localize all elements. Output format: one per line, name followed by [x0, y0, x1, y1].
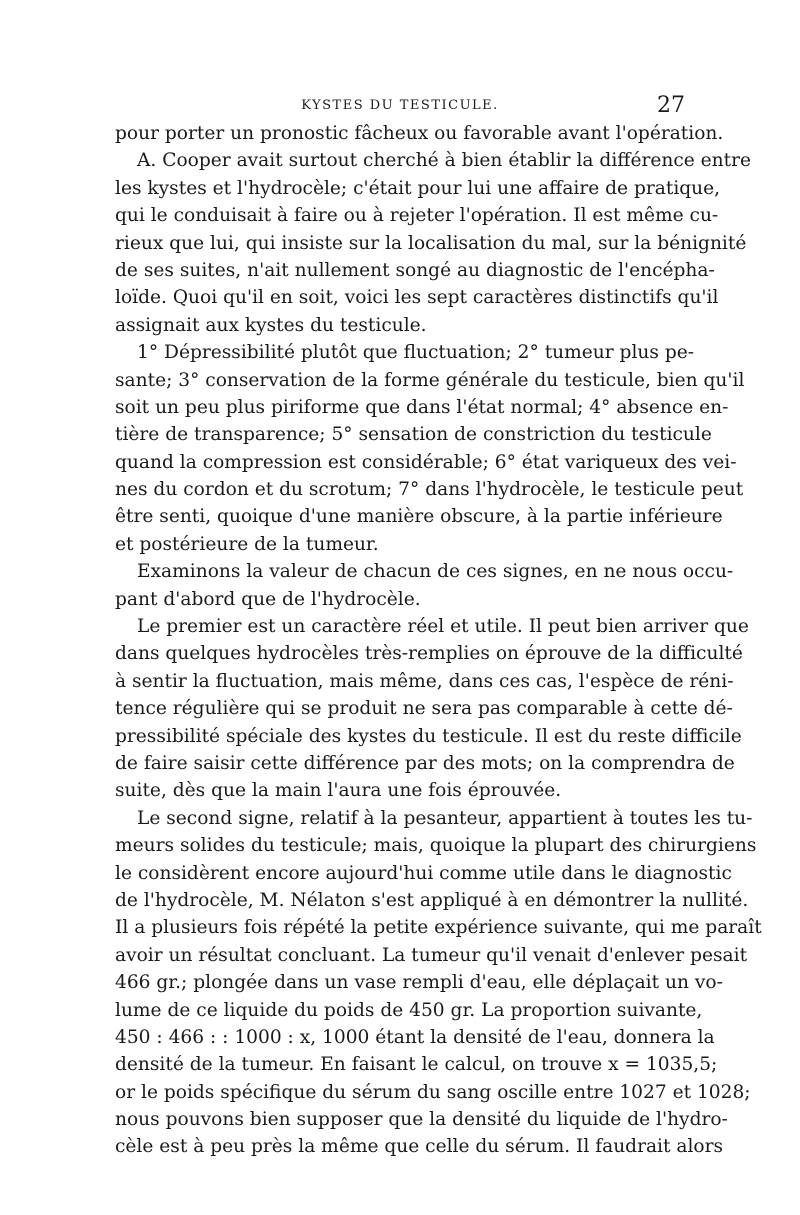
- text-line: pressibilité spéciale des kystes du testicule. Il est du reste difficile: [115, 725, 742, 747]
- text-line: densité de la tumeur. En faisant le calcul, on trouve x = 1035,5;: [115, 1054, 718, 1076]
- text-line: soit un peu plus piriforme que dans l'état normal; 4° absence en-: [115, 396, 729, 418]
- text-line: à sentir la fluctuation, mais même, dans ces cas, l'espèce de réni-: [115, 670, 734, 692]
- text-line: 450 : 466 : : 1000 : x, 1000 étant la densité de l'eau, donnera la: [115, 1026, 715, 1048]
- text-line: de faire saisir cette différence par des mots; on la comprendra de: [115, 752, 735, 774]
- text-line: Examinons la valeur de chacun de ces signes, en ne nous occu-: [137, 561, 734, 583]
- body-text: [115, 120, 762, 1161]
- text-line: les kystes et l'hydrocèle; c'était pour lui une affaire de pratique,: [115, 177, 721, 199]
- text-line: nes du cordon et du scrotum; 7° dans l'hydrocèle, le testicule peut: [115, 479, 744, 501]
- text-line: tière de transparence; 5° sensation de constriction du testicule: [115, 424, 712, 446]
- running-title: KYSTES DU TESTICULE.: [301, 98, 499, 113]
- text-line: le considèrent encore aujourd'hui comme utile dans le diagnostic: [115, 862, 732, 884]
- text-line: 466 gr.; plongée dans un vase rempli d'eau, elle déplaçait un vo-: [115, 972, 723, 994]
- text-line: suite, dès que la main l'aura une fois éprouvée.: [115, 780, 562, 802]
- text-line: de ses suites, n'ait nullement songé au diagnostic de l'encépha-: [115, 259, 715, 281]
- text-line: qui le conduisait à faire ou à rejeter l'opération. Il est même cu-: [115, 205, 719, 227]
- text-line: A. Cooper avait surtout cherché à bien établir la différence entre: [137, 150, 752, 172]
- text-line: Il a plusieurs fois répété la petite expérience suivante, qui me paraît: [115, 917, 762, 939]
- text-line: sante; 3° conservation de la forme générale du testicule, bien qu'il: [115, 369, 745, 391]
- text-line: tence régulière qui se produit ne sera pas comparable à cette dé-: [115, 698, 733, 720]
- text-line: 1° Dépressibilité plutôt que fluctuation; 2° tumeur plus pe-: [137, 342, 695, 364]
- running-head: [115, 94, 685, 118]
- text-line: Le second signe, relatif à la pesanteur, appartient à toutes les tu-: [137, 807, 753, 829]
- text-line: or le poids spécifique du sérum du sang oscille entre 1027 et 1028;: [115, 1081, 751, 1103]
- text-line: avoir un résultat concluant. La tumeur qu'il venait d'enlever pesait: [115, 944, 748, 966]
- text-line: être senti, quoique d'une manière obscure, à la partie inférieure: [115, 506, 723, 528]
- text-line: pant d'abord que de l'hydrocèle.: [115, 588, 421, 610]
- text-line: Le premier est un caractère réel et utile. Il peut bien arriver que: [137, 616, 749, 638]
- text-line: loïde. Quoi qu'il en soit, voici les sept caractères distinctifs qu'il: [115, 287, 719, 309]
- text-line: dans quelques hydrocèles très-remplies on éprouve de la difficulté: [115, 643, 743, 665]
- text-line: et postérieure de la tumeur.: [115, 533, 379, 555]
- text-line: lume de ce liquide du poids de 450 gr. La proportion suivante,: [115, 999, 703, 1021]
- text-line: quand la compression est considérable; 6° état variqueux des vei-: [115, 451, 737, 473]
- text-line: pour porter un pronostic fâcheux ou favorable avant l'opération.: [115, 123, 724, 144]
- text-line: de l'hydrocèle, M. Nélaton s'est appliqué à en démontrer la nullité.: [115, 889, 749, 911]
- page-number: 27: [657, 93, 685, 118]
- text-line: nous pouvons bien supposer que la densité du liquide de l'hydro-: [115, 1109, 728, 1131]
- text-line: cèle est à peu près la même que celle du sérum. Il faudrait alors: [115, 1136, 724, 1158]
- text-line: meurs solides du testicule; mais, quoique la plupart des chirurgiens: [115, 835, 757, 857]
- text-line: assignait aux kystes du testicule.: [115, 314, 427, 336]
- text-line: rieux que lui, qui insiste sur la localisation du mal, sur la bénignité: [115, 232, 747, 254]
